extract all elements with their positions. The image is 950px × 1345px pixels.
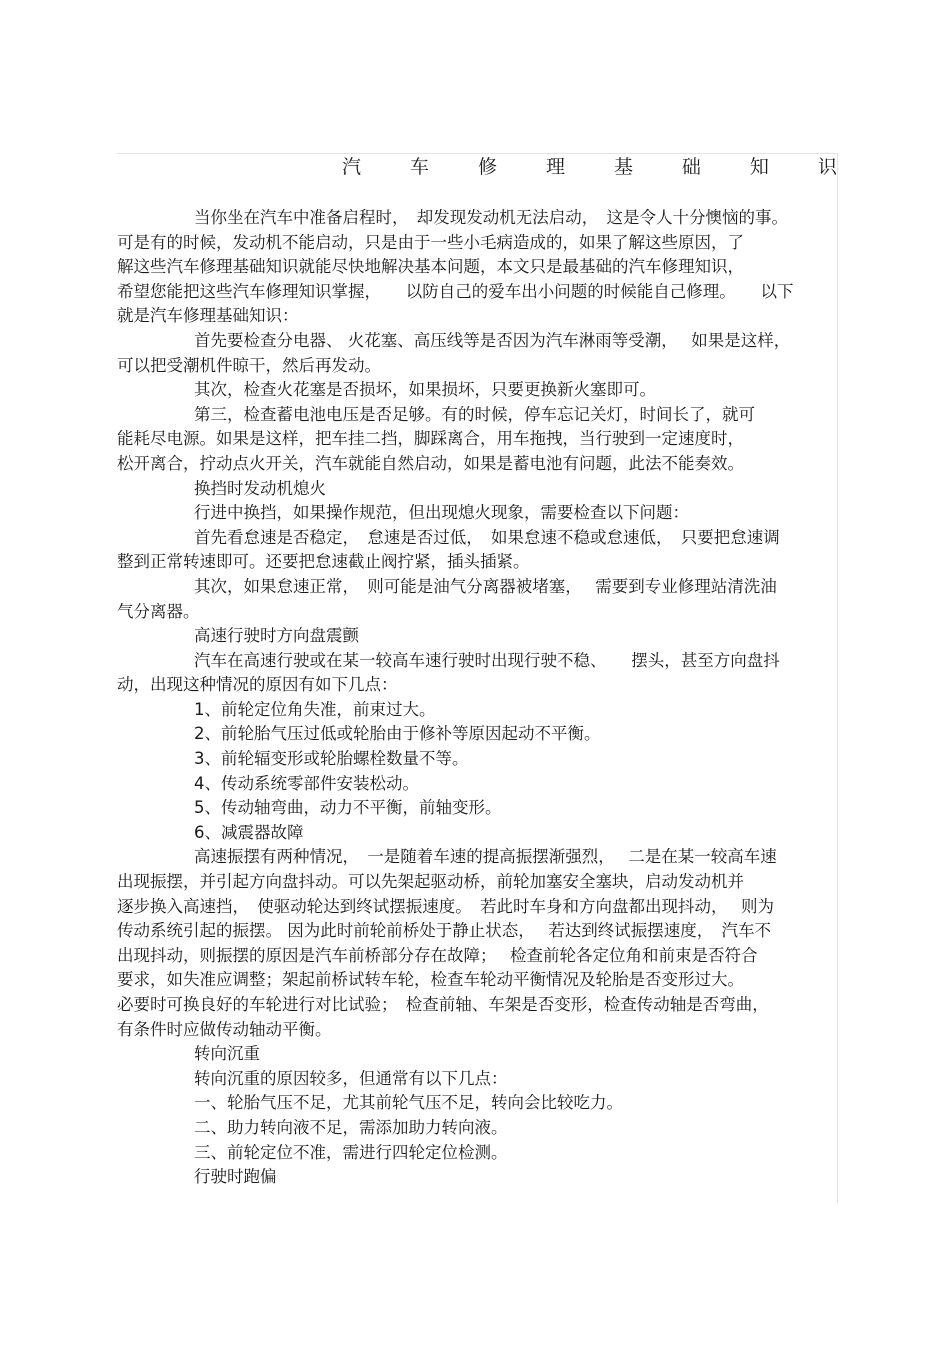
text-line: 出现振摆，并引起方向盘抖动。可以先架起驱动桥，前轮加塞安全塞块，启动发动机并 [117,872,744,892]
text-line: 当你坐在汽车中准备启程时， 却发现发动机无法启动， 这是令人十分懊恼的事。 [194,208,788,227]
title-char: 础 [681,155,701,178]
section-heading: 高速行驶时方向盘震颤 [194,626,359,646]
text-line: 转向沉重的原因较多，但通常有以下几点： [194,1068,508,1088]
text-line: 行进中换挡，如果操作规范，但出现熄火现象，需要检查以下问题： [194,503,689,523]
title-char: 汽 [342,155,362,178]
text-line: 希望您能把这些汽车修理知识掌握， 以防自己的爱车出小问题的时候能自己修理。 以下 [117,281,794,301]
text-line: 松开离合，拧动点火开关，汽车就能自然启动，如果是蓄电池有问题，此法不能奏效。 [117,453,744,473]
document-body [117,206,837,1190]
text-line: 有条件时应做传动轴动平衡。 [117,1019,332,1039]
list-item: 1、前轮定位角失准，前束过大。 [194,699,436,719]
section-heading: 转向沉重 [194,1044,260,1064]
list-item: 4、传动系统零部件安装松动。 [194,773,419,793]
title-char: 理 [545,155,565,178]
text-line: 逐步换入高速挡， 使驱动轮达到终试摆振速度。 若此时车身和方向盘都出现抖动， 则为 [117,896,774,916]
text-line: 第三，检查蓄电池电压是否足够。有的时候，停车忘记关灯，时间长了，就可 [194,404,755,424]
list-item: 三、前轮定位不准，需进行四轮定位检测。 [194,1142,508,1162]
title-char: 知 [749,155,769,178]
text-line: 首先看怠速是否稳定， 怠速是否过低， 如果怠速不稳或怠速低， 只要把怠速调 [194,527,780,547]
list-item: 3、前轮辐变形或轮胎螺栓数量不等。 [194,749,469,769]
text-line: 动，出现这种情况的原因有如下几点： [117,675,398,695]
text-line: 就是汽车修理基础知识： [117,306,299,326]
text-line: 其次，如果怠速正常， 则可能是油气分离器被堵塞， 需要到专业修理站清洗油 [194,576,777,596]
text-line: 高速振摆有两种情况， 一是随着车速的提高振摆渐强烈， 二是在某一较高车速 [194,847,777,867]
list-item: 二、助力转向液不足，需添加助力转向液。 [194,1117,508,1137]
section-heading: 换挡时发动机熄火 [194,478,326,498]
title-char: 修 [477,155,497,178]
text-line: 首先要检查分电器、 火花塞、高压线等是否因为汽车淋雨等受潮， 如果是这样， [194,330,791,350]
text-line: 出现抖动，则振摆的原因是汽车前桥部分存在故障； 检查前轮各定位角和前束是否符合 [117,945,758,965]
list-item: 6、减震器故障 [194,822,304,842]
title-char: 基 [613,155,633,178]
page-title [342,150,837,180]
text-line: 必要时可换良好的车轮进行对比试验； 检查前轴、车架是否变形，检查传动轴是否弯曲， [117,995,769,1014]
text-line: 解这些汽车修理基础知识就能尽快地解决基本问题，本文只是最基础的汽车修理知识， [117,257,744,277]
text-line: 整到正常转速即可。还要把怠速截止阀拧紧，插头插紧。 [117,552,530,572]
text-line: 可是有的时候，发动机不能启动，只是由于一些小毛病造成的，如果了解这些原因，了 [117,232,744,252]
text-line: 传动系统引起的振摆。 因为此时前轮前桥处于静止状态， 若达到终试振摆速度， 汽车不 [117,921,771,941]
title-char: 车 [409,155,429,178]
text-line: 汽车在高速行驶或在某一较高车速行驶时出现行驶不稳、 摆头，甚至方向盘抖 [194,650,780,670]
list-item: 一、轮胎气压不足，尤其前轮气压不足，转向会比较吃力。 [194,1093,623,1113]
list-item: 2、前轮胎气压过低或轮胎由于修补等原因起动不平衡。 [194,724,601,744]
text-line: 可以把受潮机件晾干，然后再发动。 [117,355,381,375]
right-rule-divider [837,153,838,1203]
text-line: 气分离器。 [117,601,200,621]
title-char: 识 [817,155,837,178]
section-heading: 行驶时跑偏 [194,1167,277,1187]
list-item: 5、传动轴弯曲，动力不平衡，前轴变形。 [194,798,502,818]
text-line: 能耗尽电源。如果是这样，把车挂二挡，脚踩离合，用车拖拽，当行驶到一定速度时， [117,429,744,449]
text-line: 其次，检查火花塞是否损坏，如果损坏，只要更换新火塞即可。 [194,380,656,400]
text-line: 要求，如失准应调整；架起前桥试转车轮，检查车轮动平衡情况及轮胎是否变形过大。 [117,970,744,990]
